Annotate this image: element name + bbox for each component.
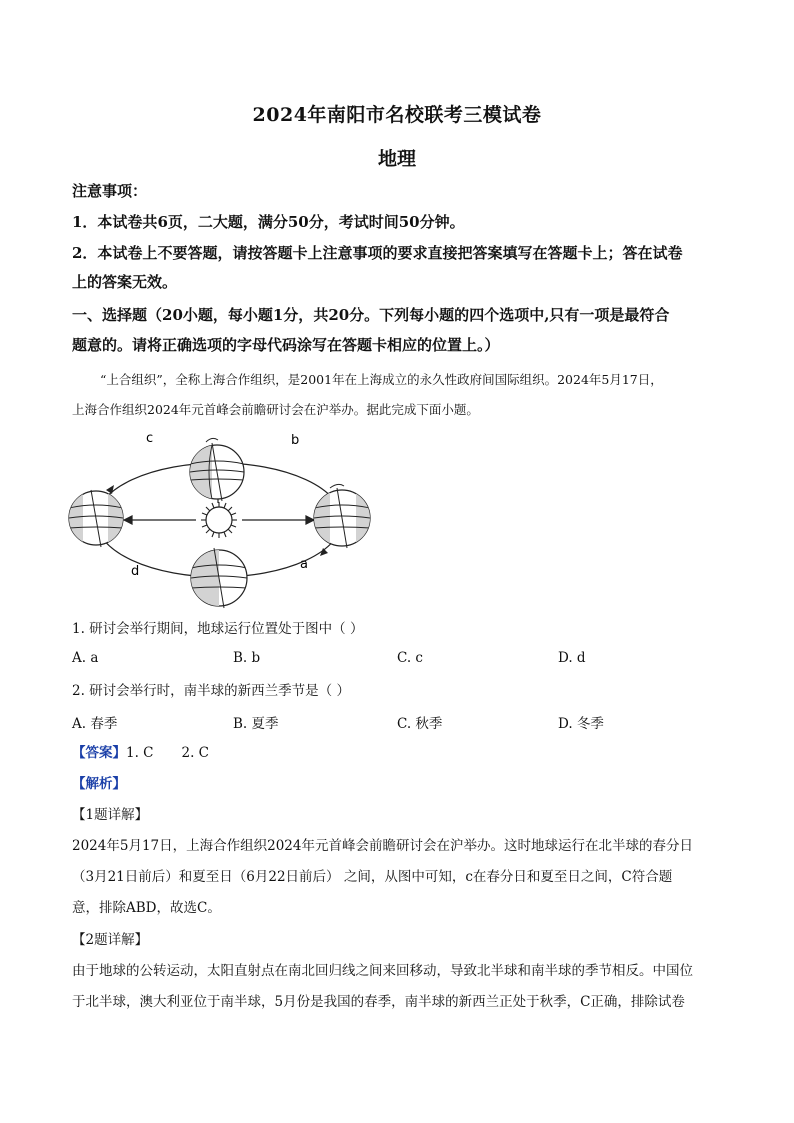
- detail-2-line-2: 于北半球，澳大利亚位于南半球，5月份是我国的春季，南半球的新西兰正处于秋季，C正确，排除试卷: [72, 994, 685, 1010]
- answer-label: 【答案】: [72, 745, 126, 761]
- section-1-line-2: 题意的。请将正确选项的字母代码涂写在答题卡相应的位置上。）: [72, 336, 500, 354]
- notice-item-2b: 上的答案无效。: [72, 273, 178, 291]
- orbit-label-c: c: [146, 431, 154, 446]
- question-2-stem: 2. 研讨会举行时，南半球的新西兰季节是（ ）: [72, 683, 350, 699]
- section-1-line-1: 一、选择题（20小题，每小题1分，共20分。下列每小题的四个选项中,只有一项是最符合: [72, 306, 670, 324]
- earth-orbit-diagram: [66, 428, 382, 610]
- earth-left-icon: [69, 490, 124, 547]
- answer-row: [72, 743, 724, 763]
- sun-icon: [201, 502, 237, 538]
- orbit-label-b: b: [291, 433, 300, 448]
- q2-option-c: C. 秋季: [397, 716, 443, 732]
- earth-top-icon: [190, 438, 244, 501]
- q2-option-a: A. 春季: [72, 716, 118, 732]
- notice-item-2a: 2．本试卷上不要答题，请按答题卡上注意事项的要求直接把答案填写在答题卡上；答在试卷: [72, 244, 683, 262]
- detail-1-label: 【1题详解】: [72, 807, 149, 823]
- answer-value-1: 1. C: [126, 745, 154, 761]
- orbit-label-a: a: [300, 557, 308, 572]
- exam-title: 2024年南阳市名校联考三模试卷: [252, 104, 542, 126]
- question-1-stem: 1. 研讨会举行期间，地球运行位置处于图中（ ）: [72, 621, 364, 637]
- earth-bottom-icon: [191, 548, 247, 608]
- answer-value-2: 2. C: [181, 745, 210, 761]
- q1-option-a: A. a: [72, 650, 99, 666]
- q1-option-c: C. c: [397, 650, 423, 666]
- detail-1-line-3: 意，排除ABD，故选C。: [72, 900, 221, 916]
- detail-2-line-1: 由于地球的公转运动，太阳直射点在南北回归线之间来回移动，导致北半球和南半球的季节相反。中国位: [72, 963, 693, 979]
- analysis-label: 【解析】: [72, 776, 126, 792]
- notice-heading: 注意事项：: [72, 182, 148, 200]
- detail-1-line-2: （3月21日前后）和夏至日（6月22日前后） 之间，从图中可知，c在春分日和夏至日之间，C符合题: [72, 869, 673, 885]
- q2-option-b: B. 夏季: [233, 716, 279, 732]
- notice-item-1: 1．本试卷共6页，二大题，满分50分，考试时间50分钟。: [72, 213, 465, 231]
- detail-1-line-1: 2024年5月17日，上海合作组织2024年元首峰会前瞻研讨会在沪举办。这时地球运行在北半球的春分日: [72, 838, 693, 854]
- q1-option-d: D. d: [558, 650, 586, 666]
- q1-option-b: B. b: [233, 650, 261, 666]
- subject-title: 地理: [377, 148, 416, 170]
- earth-right-icon: [314, 484, 372, 548]
- passage-line-1: “上合组织”，全称上海合作组织，是2001年在上海成立的永久性政府间国际组织。2024年5月17日，: [100, 372, 663, 387]
- passage-line-2: 上海合作组织2024年元首峰会前瞻研讨会在沪举办。据此完成下面小题。: [72, 402, 479, 417]
- detail-2-label: 【2题详解】: [72, 932, 149, 948]
- q2-option-d: D. 冬季: [558, 716, 604, 732]
- orbit-label-d: d: [131, 564, 140, 579]
